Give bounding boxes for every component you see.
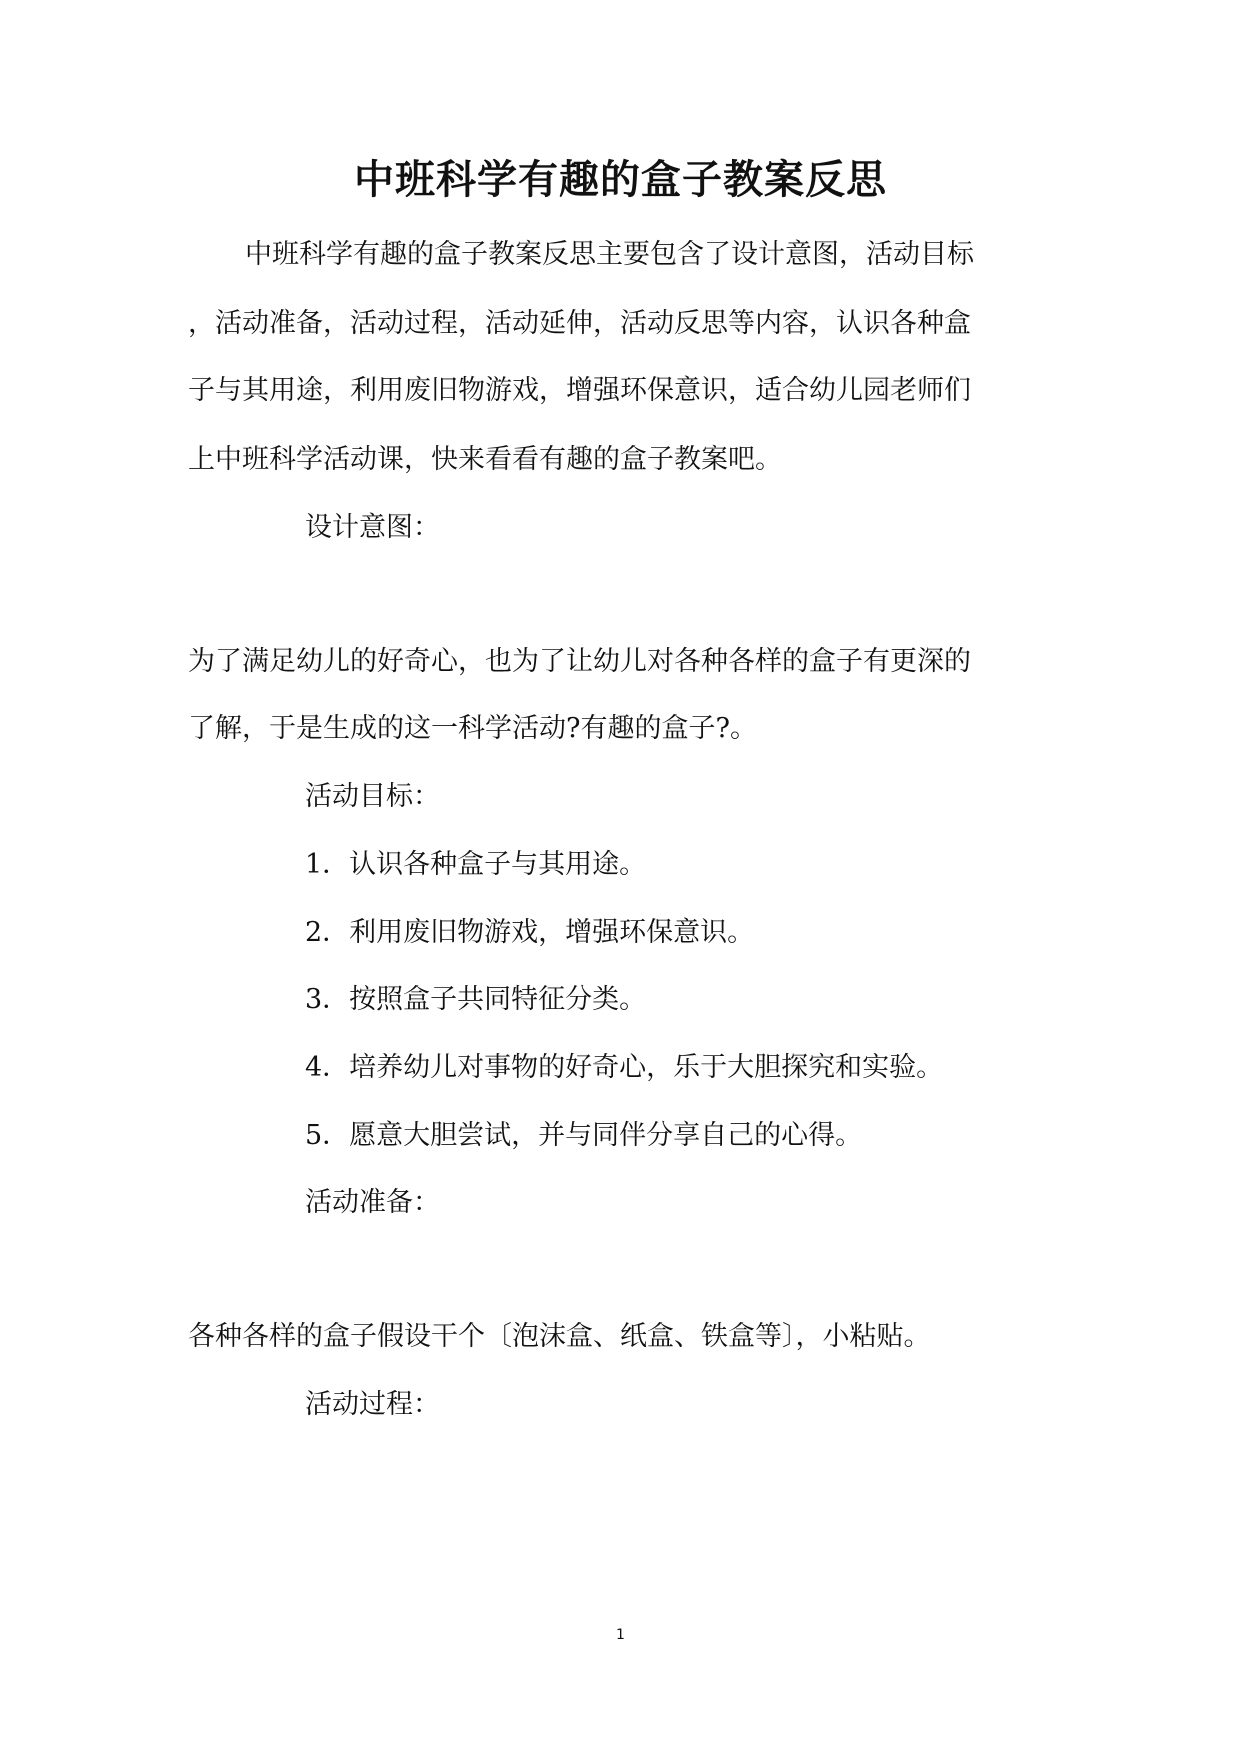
goal-item: 2．利用废旧物游戏，增强环保意识。 xyxy=(305,917,755,948)
goal-item: 1．认识各种盒子与其用途。 xyxy=(305,849,647,880)
goal-item: 3．按照盒子共同特征分类。 xyxy=(305,984,647,1015)
design-heading: 设计意图： xyxy=(305,512,440,543)
intro-line: 子与其用途，利用废旧物游戏，增强环保意识，适合幼儿园老师们 xyxy=(188,375,971,406)
goal-item: 5．愿意大胆尝试，并与同伴分享自己的心得。 xyxy=(305,1120,863,1151)
intro-line: 中班科学有趣的盒子教案反思主要包含了设计意图，活动目标 xyxy=(245,239,974,270)
page-number: 1 xyxy=(616,1627,625,1643)
goals-heading: 活动目标： xyxy=(305,781,440,812)
design-line: 为了满足幼儿的好奇心，也为了让幼儿对各种各样的盒子有更深的 xyxy=(188,646,971,677)
prep-line: 各种各样的盒子假设干个〔泡沫盒、纸盒、铁盒等〕，小粘贴。 xyxy=(188,1321,931,1352)
intro-line: ，活动准备，活动过程，活动延伸，活动反思等内容，认识各种盒 xyxy=(188,308,971,339)
design-line: 了解，于是生成的这一科学活动?有趣的盒子?。 xyxy=(188,713,757,744)
intro-line: 上中班科学活动课，快来看看有趣的盒子教案吧。 xyxy=(188,444,782,475)
prep-heading: 活动准备： xyxy=(305,1187,440,1218)
process-heading: 活动过程： xyxy=(305,1389,440,1420)
page-title: 中班科学有趣的盒子教案反思 xyxy=(354,156,887,203)
goal-item: 4．培养幼儿对事物的好奇心，乐于大胆探究和实验。 xyxy=(305,1052,944,1083)
